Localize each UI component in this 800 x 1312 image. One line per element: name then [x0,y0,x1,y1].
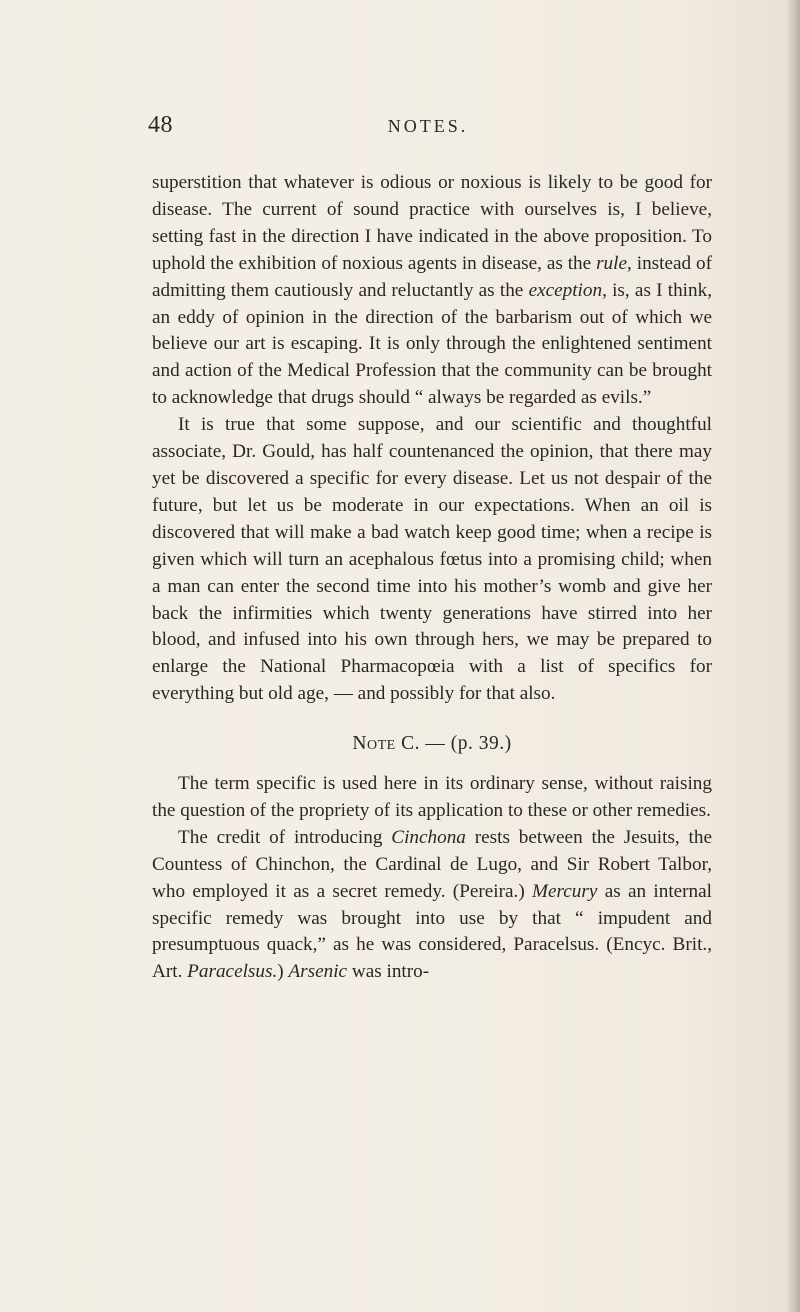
paragraph-4: The credit of introducing Cinchona rests between the Jesuits, the Countess of Chinchon, the Cardinal de Lugo, and Sir Robert Talbor, who employed it as a secret remedy. (Pereira.) Mercury as an internal specific remedy was brought into use by that “ impudent and presumptuous quack,” as he was considered, Paracelsus. (Encyc. Brit., Art. Paracelsus.) Arsenic was intro- [152,826,713,983]
page-edge-shadow [786,0,800,1312]
paragraph-3: The term specific is used here in its ordinary sense, without raising the question of the propriety of its application to these or other remedies. [152,773,712,821]
page-number: 48 [148,112,173,138]
page-header [148,112,708,142]
note-heading [152,731,712,758]
body-text [152,170,712,986]
note-page-ref: — (p. 39.) [419,733,512,755]
paragraph-2: It is true that some suppose, and our scientific and thoughtful associate, Dr. Gould, has half countenanced the opinion, that there may yet be discovered a specific for every disease. Let us not despair of the future, but let us be moderate in our expectations. When an oil is discovered that will make a bad watch keep good time; when a recipe is given which will turn an acephalous fœtus into a promising child; when a man can enter the second time into his mother’s womb and give her back the infirmities which twenty generations have stirred into her blood, and infused into his own through hers, we may be prepared to enlarge the National Pharmacopœia with a list of specifics for everything but old age, — and possibly for that also. [152,414,712,705]
paragraph-1: superstition that whatever is odious or noxious is likely to be good for disease. The current of sound practice with ourselves is, I believe, setting fast in the direction I have indicated in the above proposition. To uphold the exhibition of noxious agents in disease, as the rule, instead of admitting them cautiously and reluctantly as the exception, is, as I think, an eddy of opinion in the direction of the barbarism out of which we believe our art is escaping. It is only through the enlightened sentiment and action of the Medical Profession that the community can be brought to acknowledge that drugs should “ always be regarded as evils.” [152,172,712,409]
running-head: NOTES. [387,116,469,136]
note-label: Note C. [352,733,420,755]
